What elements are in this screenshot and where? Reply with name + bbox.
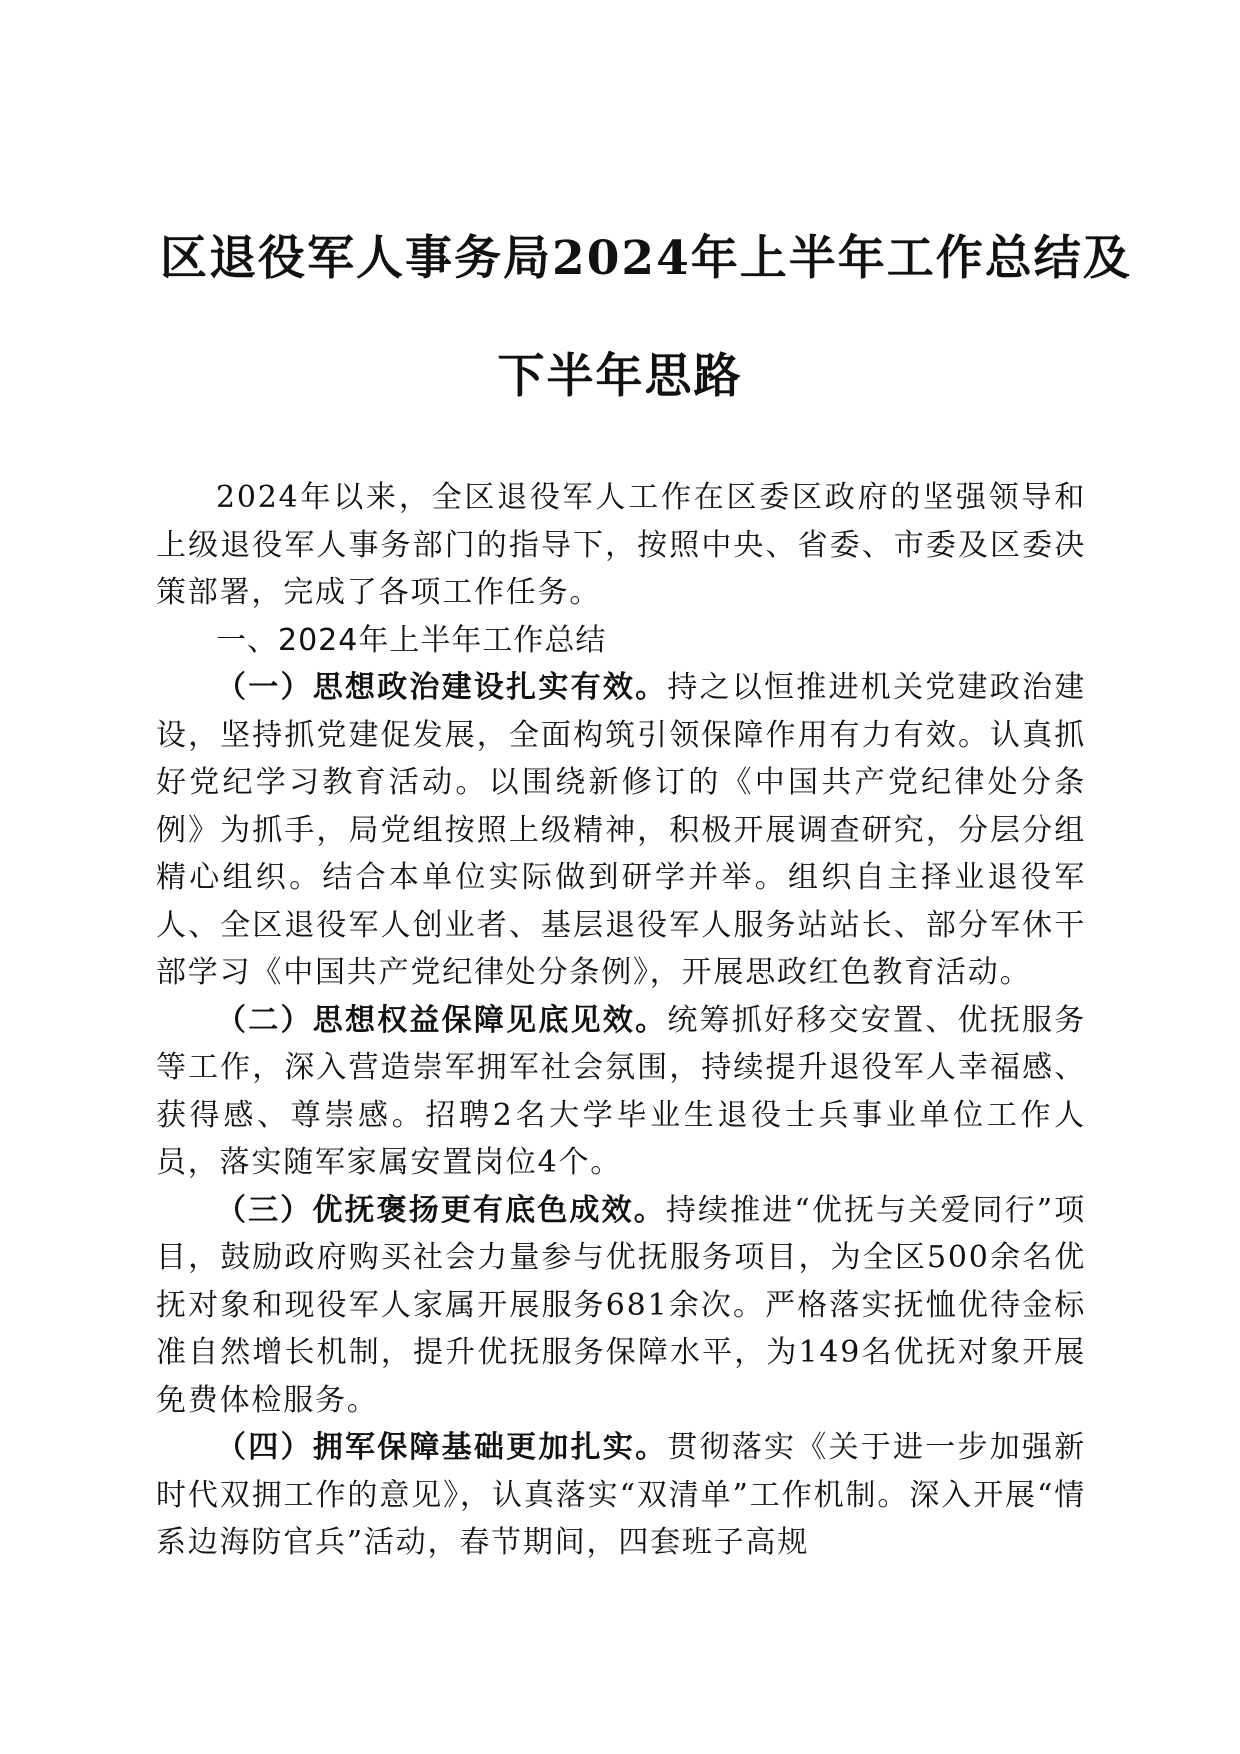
item-heading: （三）优抚褒扬更有底色成效。: [216, 1192, 666, 1228]
item-text: 贯彻落实《关于进一步加强新时代双拥工作的意见》，认真落实“双清单”工作机制。深入开展“情系边海防官兵”活动，春节期间，四套班子高规: [156, 1430, 1087, 1560]
item-text: 持续推进“优抚与关爱同行”项目，鼓励政府购买社会力量参与优抚服务项目，为全区500余名优抚对象和现役军人家属开展服务681余次。严格落实抚恤优待金标准自然增长机制，提升优抚服务保障水平，为149名优抚对象开展免费体检服务。: [156, 1192, 1086, 1418]
summary-item-2: [156, 997, 1086, 1187]
item-text: 统筹抓好移交安置、优抚服务等工作，深入营造崇军拥军社会氛围，持续提升退役军人幸福感、获得感、尊崇感。招聘2名大学毕业生退役士兵事业单位工作人员，落实随军家属安置岗位4个。: [156, 1002, 1087, 1180]
document-title-line-2: 下半年思路: [497, 349, 743, 404]
document-title-line-1: 区退役军人事务局2024年上半年工作总结及: [160, 231, 1132, 286]
section-heading: 一、2024年上半年工作总结: [216, 622, 607, 658]
item-heading: （二）思想权益保障见底见效。: [216, 1002, 668, 1038]
summary-item-3: [156, 1187, 1086, 1425]
summary-item-4: [156, 1424, 1086, 1567]
summary-item-1: [156, 664, 1086, 997]
intro-paragraph: 2024年以来，全区退役军人工作在区委区政府的坚强领导和上级退役军人事务部门的指导下，按照中央、省委、市委及区委决策部署，完成了各项工作任务。: [156, 480, 1086, 610]
item-heading: （一）思想政治建设扎实有效。: [216, 670, 668, 705]
item-heading: （四）拥军保障基础更加扎实。: [216, 1430, 668, 1465]
item-text: 持之以恒推进机关党建政治建设，坚持抓党建促发展，全面构筑引领保障作用有力有效。认真抓好党纪学习教育活动。以围绕新修订的《中国共产党纪律处分条例》为抓手，局党组按照上级精神，积极开展调查研究，分层分组精心组织。结合本单位实际做到研学并举。组织自主择业退役军人、全区退役军人创业者、基层退役军人服务站站长、部分军休干部学习《中国共产党纪律处分条例》，开展思政红色教育活动。: [156, 670, 1087, 990]
document-body: [156, 474, 1086, 1567]
